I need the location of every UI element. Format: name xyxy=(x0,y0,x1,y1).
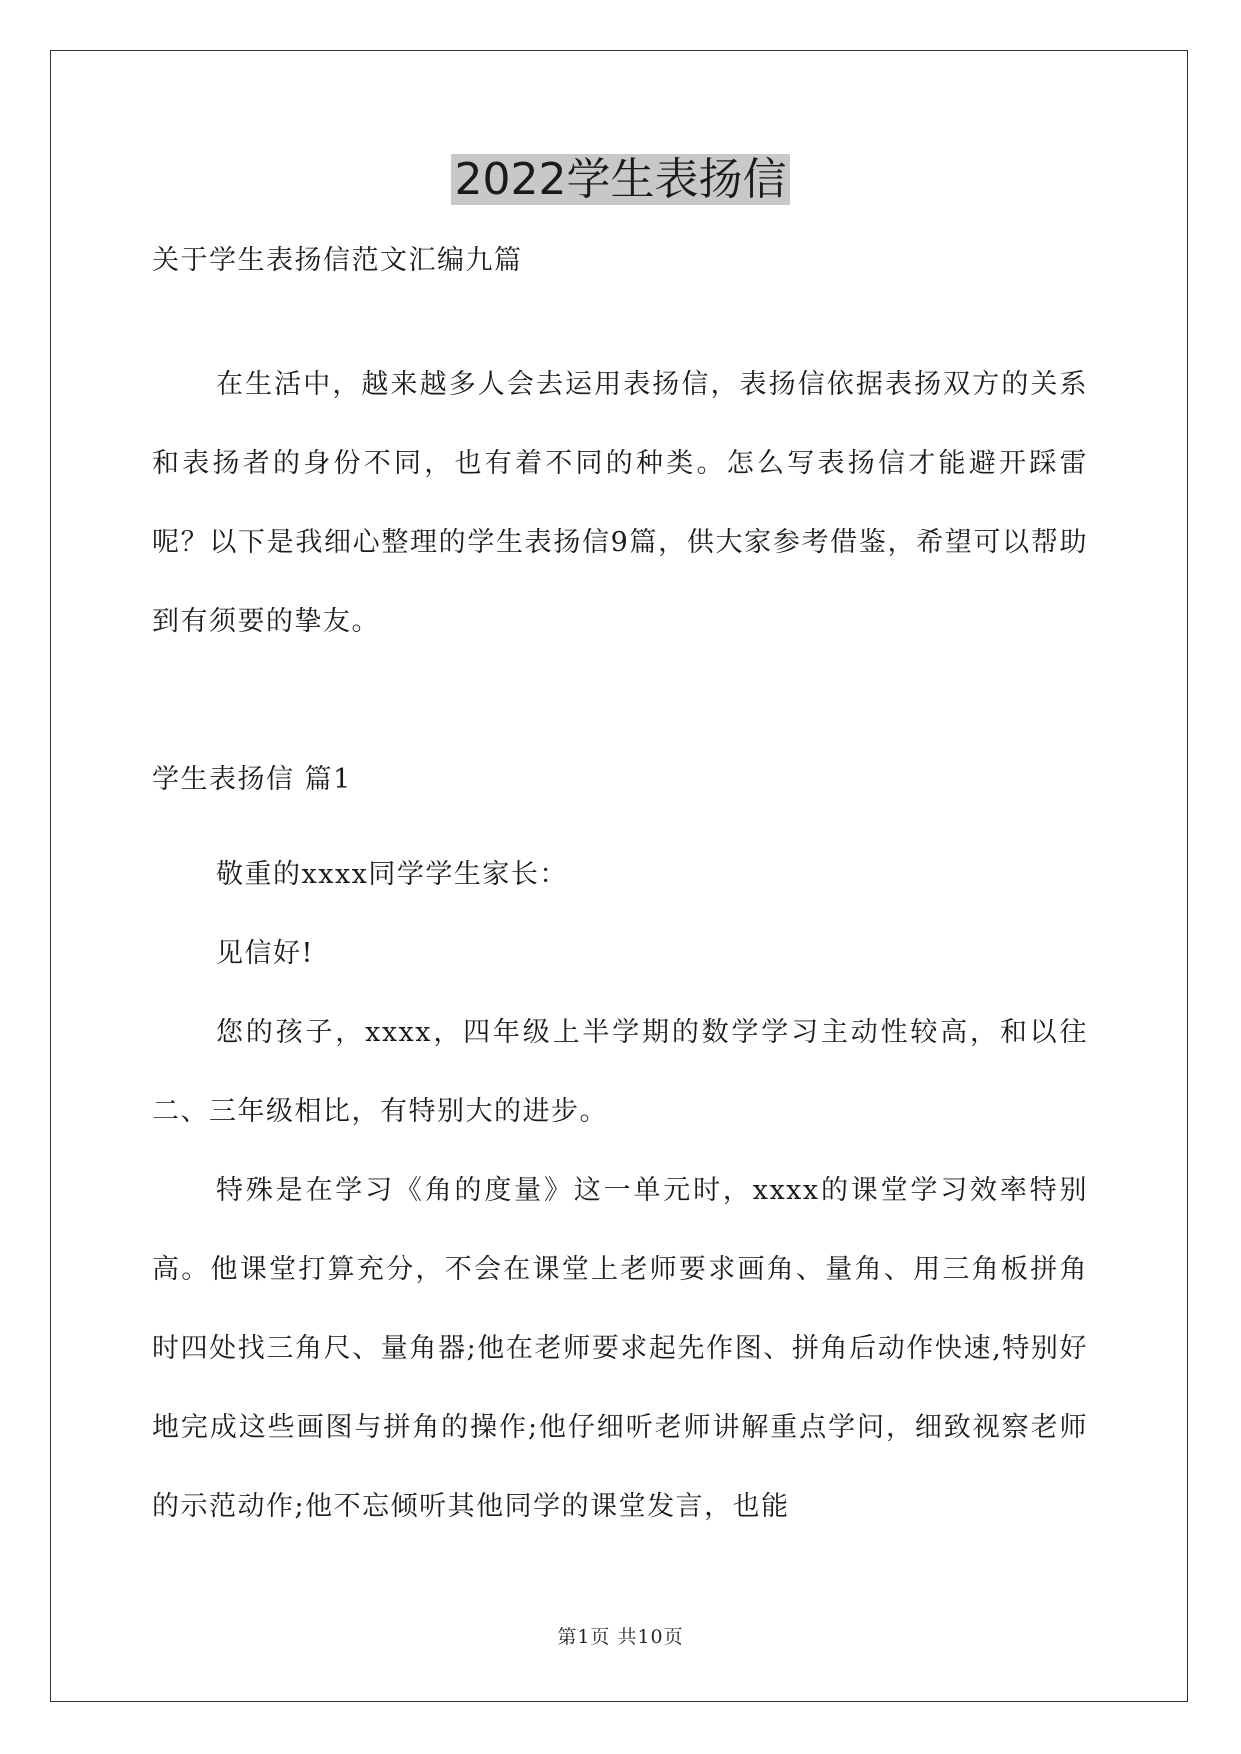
document-title-text: 2022学生表扬信 xyxy=(451,154,791,205)
section-heading: 学生表扬信 篇1 xyxy=(152,764,352,795)
letter-paragraph: 您的孩子，xxxx，四年级上半学期的数学学习主动性较高，和以往二、三年级相比，有特别大的进步。 xyxy=(152,1017,1088,1127)
page-footer: 第1页 共10页 xyxy=(557,1626,684,1648)
letter-paragraph: 特殊是在学习《角的度量》这一单元时，xxxx的课堂学习效率特别高。他课堂打算充分，不会在课堂上老师要求画角、量角、用三角板拼角时四处找三角尺、量角器;他在老师要求起先作图、拼角后动作快速,特别好地完成这些画图与拼角的操作;他仔细听老师讲解重点学问，细致视察老师的示范动作;他不忘倾听其他同学的课堂发言，也能 xyxy=(152,1175,1088,1522)
letter-salutation: 敬重的xxxx同学学生家长： xyxy=(216,859,568,890)
letter-greeting: 见信好! xyxy=(216,938,314,969)
document-subtitle: 关于学生表扬信范文汇编九篇 xyxy=(152,245,523,276)
intro-paragraph: 在生活中，越来越多人会去运用表扬信，表扬信依据表扬双方的关系和表扬者的身份不同，也有着不同的种类。怎么写表扬信才能避开踩雷呢？以下是我细心整理的学生表扬信9篇，供大家参考借鉴，希望可以帮助到有须要的挚友。 xyxy=(152,369,1088,637)
document-title xyxy=(0,152,1241,208)
letter-body xyxy=(152,835,1088,1546)
